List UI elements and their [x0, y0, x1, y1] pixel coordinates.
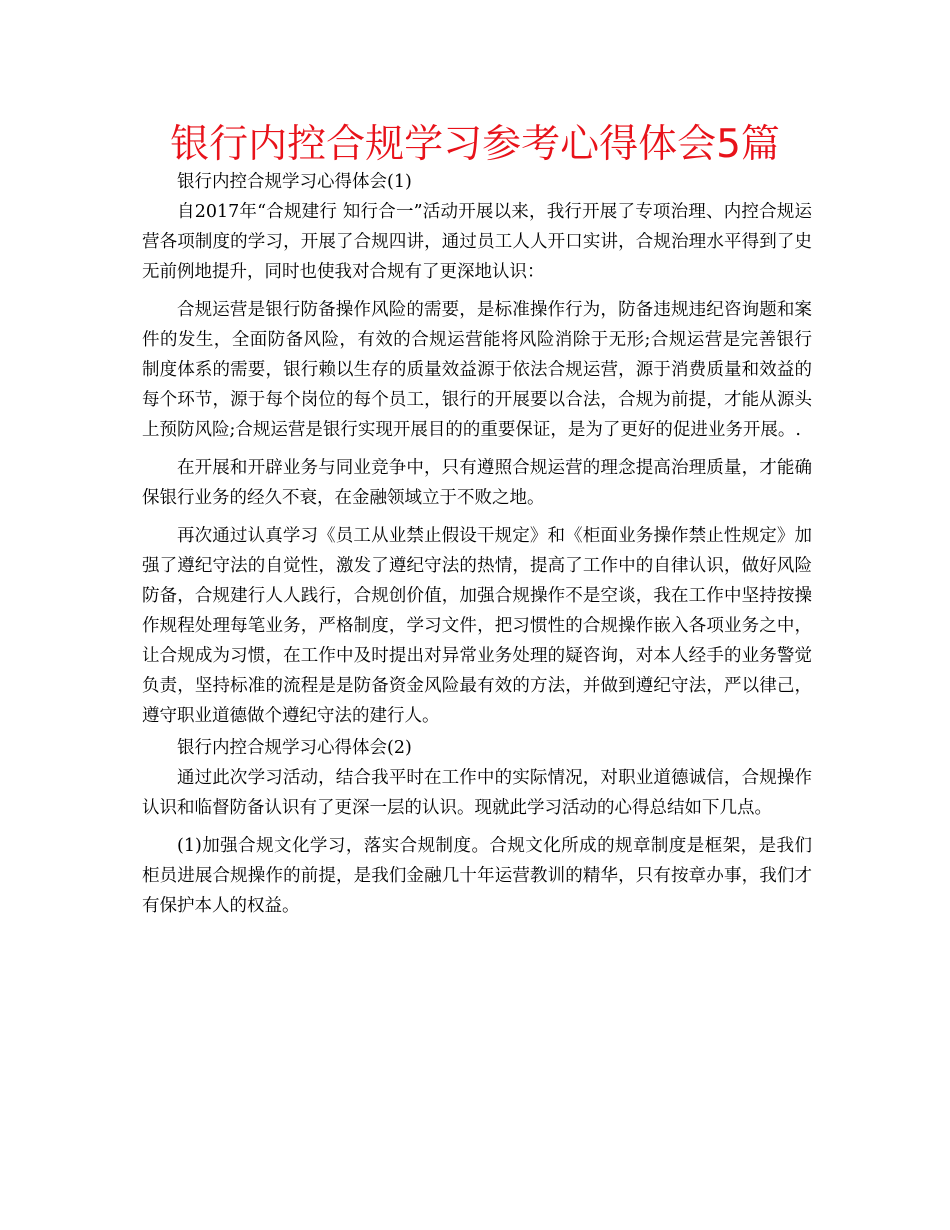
section-heading-1: 银行内控合规学习心得体会(1) — [177, 172, 412, 192]
body-paragraph: 自2017年“合规建行 知行合一”活动开展以来，我行开展了专项治理、内控合规运营各项制度的学习，开展了合规四讲，通过员工人人开口实讲，合规治理水平得到了史无前例地提升，同时也使我对合规有了更深地认识： — [142, 202, 812, 282]
document-title: 银行内控合规学习参考心得体会5篇 — [170, 122, 780, 167]
body-paragraph: (1)加强合规文化学习，落实合规制度。合规文化所成的规章制度是框架，是我们柜员进展合规操作的前提，是我们金融几十年运营教训的精华，只有按章办事，我们才有保护本人的权益。 — [142, 836, 812, 916]
section-heading-2: 银行内控合规学习心得体会(2) — [177, 738, 412, 758]
body-paragraph: 在开展和开辟业务与同业竞争中，只有遵照合规运营的理念提高治理质量，才能确保银行业务的经久不衰，在金融领域立于不败之地。 — [142, 458, 812, 508]
body-paragraph: 合规运营是银行防备操作风险的需要，是标准操作行为，防备违规违纪咨询题和案件的发生，全面防备风险，有效的合规运营能将风险消除于无形;合规运营是完善银行制度体系的需要，银行赖以生存的质量效益源于依法合规运营，源于消费质量和效益的每个环节，源于每个岗位的每个员工，银行的开展要以合法，合规为前提，才能从源头上预防风险;合规运营是银行实现开展目的的重要保证，是为了更好的促进业务开展。. — [142, 300, 812, 440]
document-body — [142, 167, 812, 921]
body-paragraph: 通过此次学习活动，结合我平时在工作中的实际情况，对职业道德诚信，合规操作认识和临督防备认识有了更深一层的认识。现就此学习活动的心得总结如下几点。 — [142, 768, 812, 818]
body-paragraph: 再次通过认真学习《员工从业禁止假设干规定》和《柜面业务操作禁止性规定》加强了遵纪守法的自觉性，激发了遵纪守法的热情，提高了工作中的自律认识，做好风险防备，合规建行人人践行，合规创价值，加强合规操作不是空谈，我在工作中坚持按操作规程处理每笔业务，严格制度，学习文件，把习惯性的合规操作嵌入各项业务之中，让合规成为习惯，在工作中及时提出对异常业务处理的疑咨询，对本人经手的业务警觉负责，坚持标准的流程是是防备资金风险最有效的方法，并做到遵纪守法，严以律己，遵守职业道德做个遵纪守法的建行人。 — [142, 526, 812, 726]
